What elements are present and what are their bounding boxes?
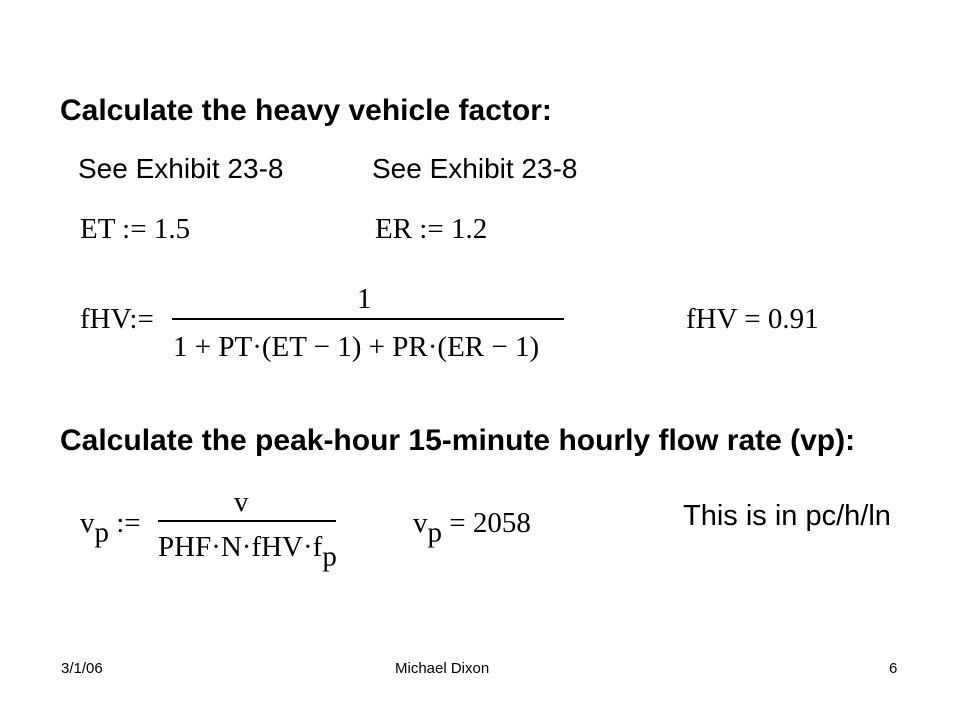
vp-denominator: [158, 531, 337, 573]
fhv-numerator: 1: [357, 283, 372, 315]
fhv-result: fHV = 0.91: [686, 303, 819, 335]
fhv-lhs: fHV:=: [80, 303, 154, 335]
vp-denominator-main: PHF·N·fHV·f: [158, 531, 323, 563]
vp-denominator-subscript: p: [322, 540, 337, 573]
fhv-denominator: 1 + PT·(ET − 1) + PR·(ER − 1): [173, 331, 540, 363]
vp-assign: :=: [116, 507, 141, 539]
vp-result-subscript: p: [427, 516, 442, 549]
vp-result-value: = 2058: [449, 507, 531, 539]
vp-result: [413, 507, 531, 549]
vp-lhs-subscript: p: [94, 516, 109, 549]
fhv-fraction-bar: [172, 318, 564, 320]
heading-flow-rate: Calculate the peak-hour 15-minute hourly flow rate (vp):: [60, 424, 856, 457]
vp-lhs: [80, 507, 141, 549]
et-definition: ET := 1.5: [80, 213, 191, 245]
er-definition: ER := 1.2: [375, 213, 488, 245]
exhibit-reference-right: See Exhibit 23-8: [372, 153, 578, 184]
exhibit-reference-left: See Exhibit 23-8: [78, 153, 284, 184]
vp-lhs-base: v: [80, 507, 95, 539]
heading-heavy-vehicle-factor: Calculate the heavy vehicle factor:: [60, 94, 552, 127]
vp-numerator: v: [234, 486, 249, 518]
units-note: This is in pc/h/ln: [683, 500, 891, 532]
vp-fraction-bar: [158, 520, 336, 522]
footer-page-number: 6: [889, 660, 898, 677]
vp-result-base: v: [413, 507, 428, 539]
footer-date: 3/1/06: [61, 660, 103, 677]
footer-author: Michael Dixon: [395, 660, 490, 677]
